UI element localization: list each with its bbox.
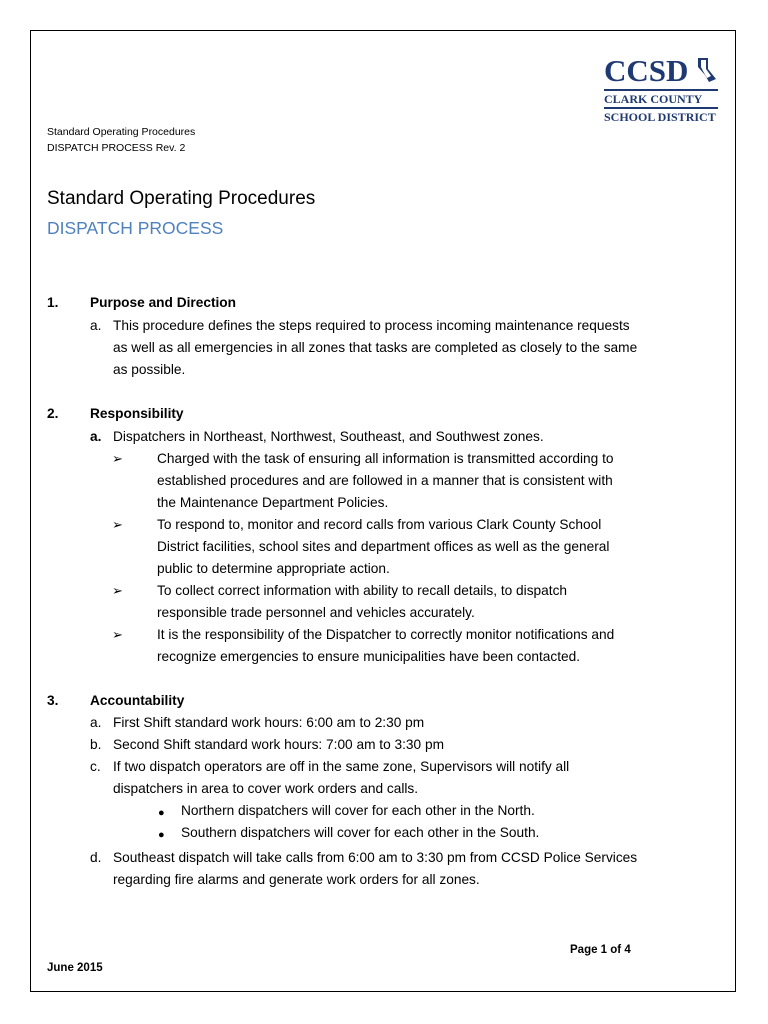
section-number: 2. bbox=[47, 406, 59, 421]
bullet-line: responsible trade personnel and vehicles accurately. bbox=[157, 605, 475, 620]
logo-rule-bottom bbox=[604, 107, 718, 109]
bullet-line: public to determine appropriate action. bbox=[157, 561, 390, 576]
ccsd-logo bbox=[604, 55, 720, 125]
paragraph-line: dispatchers in area to cover work orders and calls. bbox=[113, 781, 419, 796]
dot-bullet-line: Northern dispatchers will cover for each other in the North. bbox=[181, 803, 535, 818]
list-letter: a. bbox=[90, 715, 102, 730]
list-letter: b. bbox=[90, 737, 102, 752]
paragraph-line: as well as all emergencies in all zones that tasks are completed as closely to the same bbox=[113, 340, 638, 355]
arrow-bullet-icon: ➢ bbox=[112, 451, 123, 466]
page-number: Page 1 of 4 bbox=[570, 944, 631, 956]
section-number: 1. bbox=[47, 295, 59, 310]
paragraph-line: regarding fire alarms and generate work orders for all zones. bbox=[113, 872, 480, 887]
list-letter: a. bbox=[90, 429, 102, 444]
bullet-line: recognize emergencies to ensure municipalities have been contacted. bbox=[157, 649, 581, 664]
logo-text: CCSD bbox=[604, 53, 689, 88]
bullet-line: To collect correct information with ability to recall details, to dispatch bbox=[157, 583, 568, 598]
running-header-line2: DISPATCH PROCESS Rev. 2 bbox=[47, 142, 186, 154]
bullet-line: Charged with the task of ensuring all information is transmitted according to bbox=[157, 451, 614, 466]
paragraph-line: This procedure defines the steps required to process incoming maintenance requests bbox=[113, 318, 630, 333]
bullet-line: It is the responsibility of the Dispatcher to correctly monitor notifications and bbox=[157, 627, 615, 642]
footer-date: June 2015 bbox=[47, 962, 103, 974]
paragraph-line: If two dispatch operators are off in the same zone, Supervisors will notify all bbox=[113, 759, 570, 774]
arrow-bullet-icon: ➢ bbox=[112, 583, 123, 598]
bullet-line: District facilities, school sites and department offices as well as the general bbox=[157, 539, 610, 554]
paragraph-line: Dispatchers in Northeast, Northwest, Southeast, and Southwest zones. bbox=[113, 429, 544, 444]
document-title: Standard Operating Procedures bbox=[47, 188, 316, 209]
logo-line-school-district: SCHOOL DISTRICT bbox=[604, 110, 716, 124]
list-letter: a. bbox=[90, 318, 102, 333]
paragraph-line: Second Shift standard work hours: 7:00 am to 3:30 pm bbox=[113, 737, 444, 752]
list-letter: d. bbox=[90, 850, 102, 865]
section-heading-accountability: Accountability bbox=[90, 693, 185, 708]
section-heading-purpose: Purpose and Direction bbox=[90, 295, 237, 310]
bullet-line: To respond to, monitor and record calls from various Clark County School bbox=[157, 517, 602, 532]
dot-bullet-line: Southern dispatchers will cover for each other in the South. bbox=[181, 825, 540, 840]
dot-bullet-icon: ● bbox=[158, 829, 165, 841]
running-header-line1: Standard Operating Procedures bbox=[47, 126, 196, 138]
paragraph-line: as possible. bbox=[113, 362, 186, 377]
bullet-line: the Maintenance Department Policies. bbox=[157, 495, 389, 510]
nevada-state-icon bbox=[696, 57, 718, 83]
paragraph-line: First Shift standard work hours: 6:00 am to 2:30 pm bbox=[113, 715, 425, 730]
arrow-bullet-icon: ➢ bbox=[112, 627, 123, 642]
document-subtitle: DISPATCH PROCESS bbox=[47, 218, 224, 238]
logo-line-clark-county: CLARK COUNTY bbox=[604, 92, 703, 106]
section-heading-responsibility: Responsibility bbox=[90, 406, 184, 421]
arrow-bullet-icon: ➢ bbox=[112, 517, 123, 532]
paragraph-line: Southeast dispatch will take calls from 6:00 am to 3:30 pm from CCSD Police Services bbox=[113, 850, 638, 865]
bullet-line: established procedures and are followed in a manner that is consistent with bbox=[157, 473, 613, 488]
dot-bullet-icon: ● bbox=[158, 807, 165, 819]
list-letter: c. bbox=[90, 759, 101, 774]
logo-rule-top bbox=[604, 89, 718, 91]
section-number: 3. bbox=[47, 693, 59, 708]
